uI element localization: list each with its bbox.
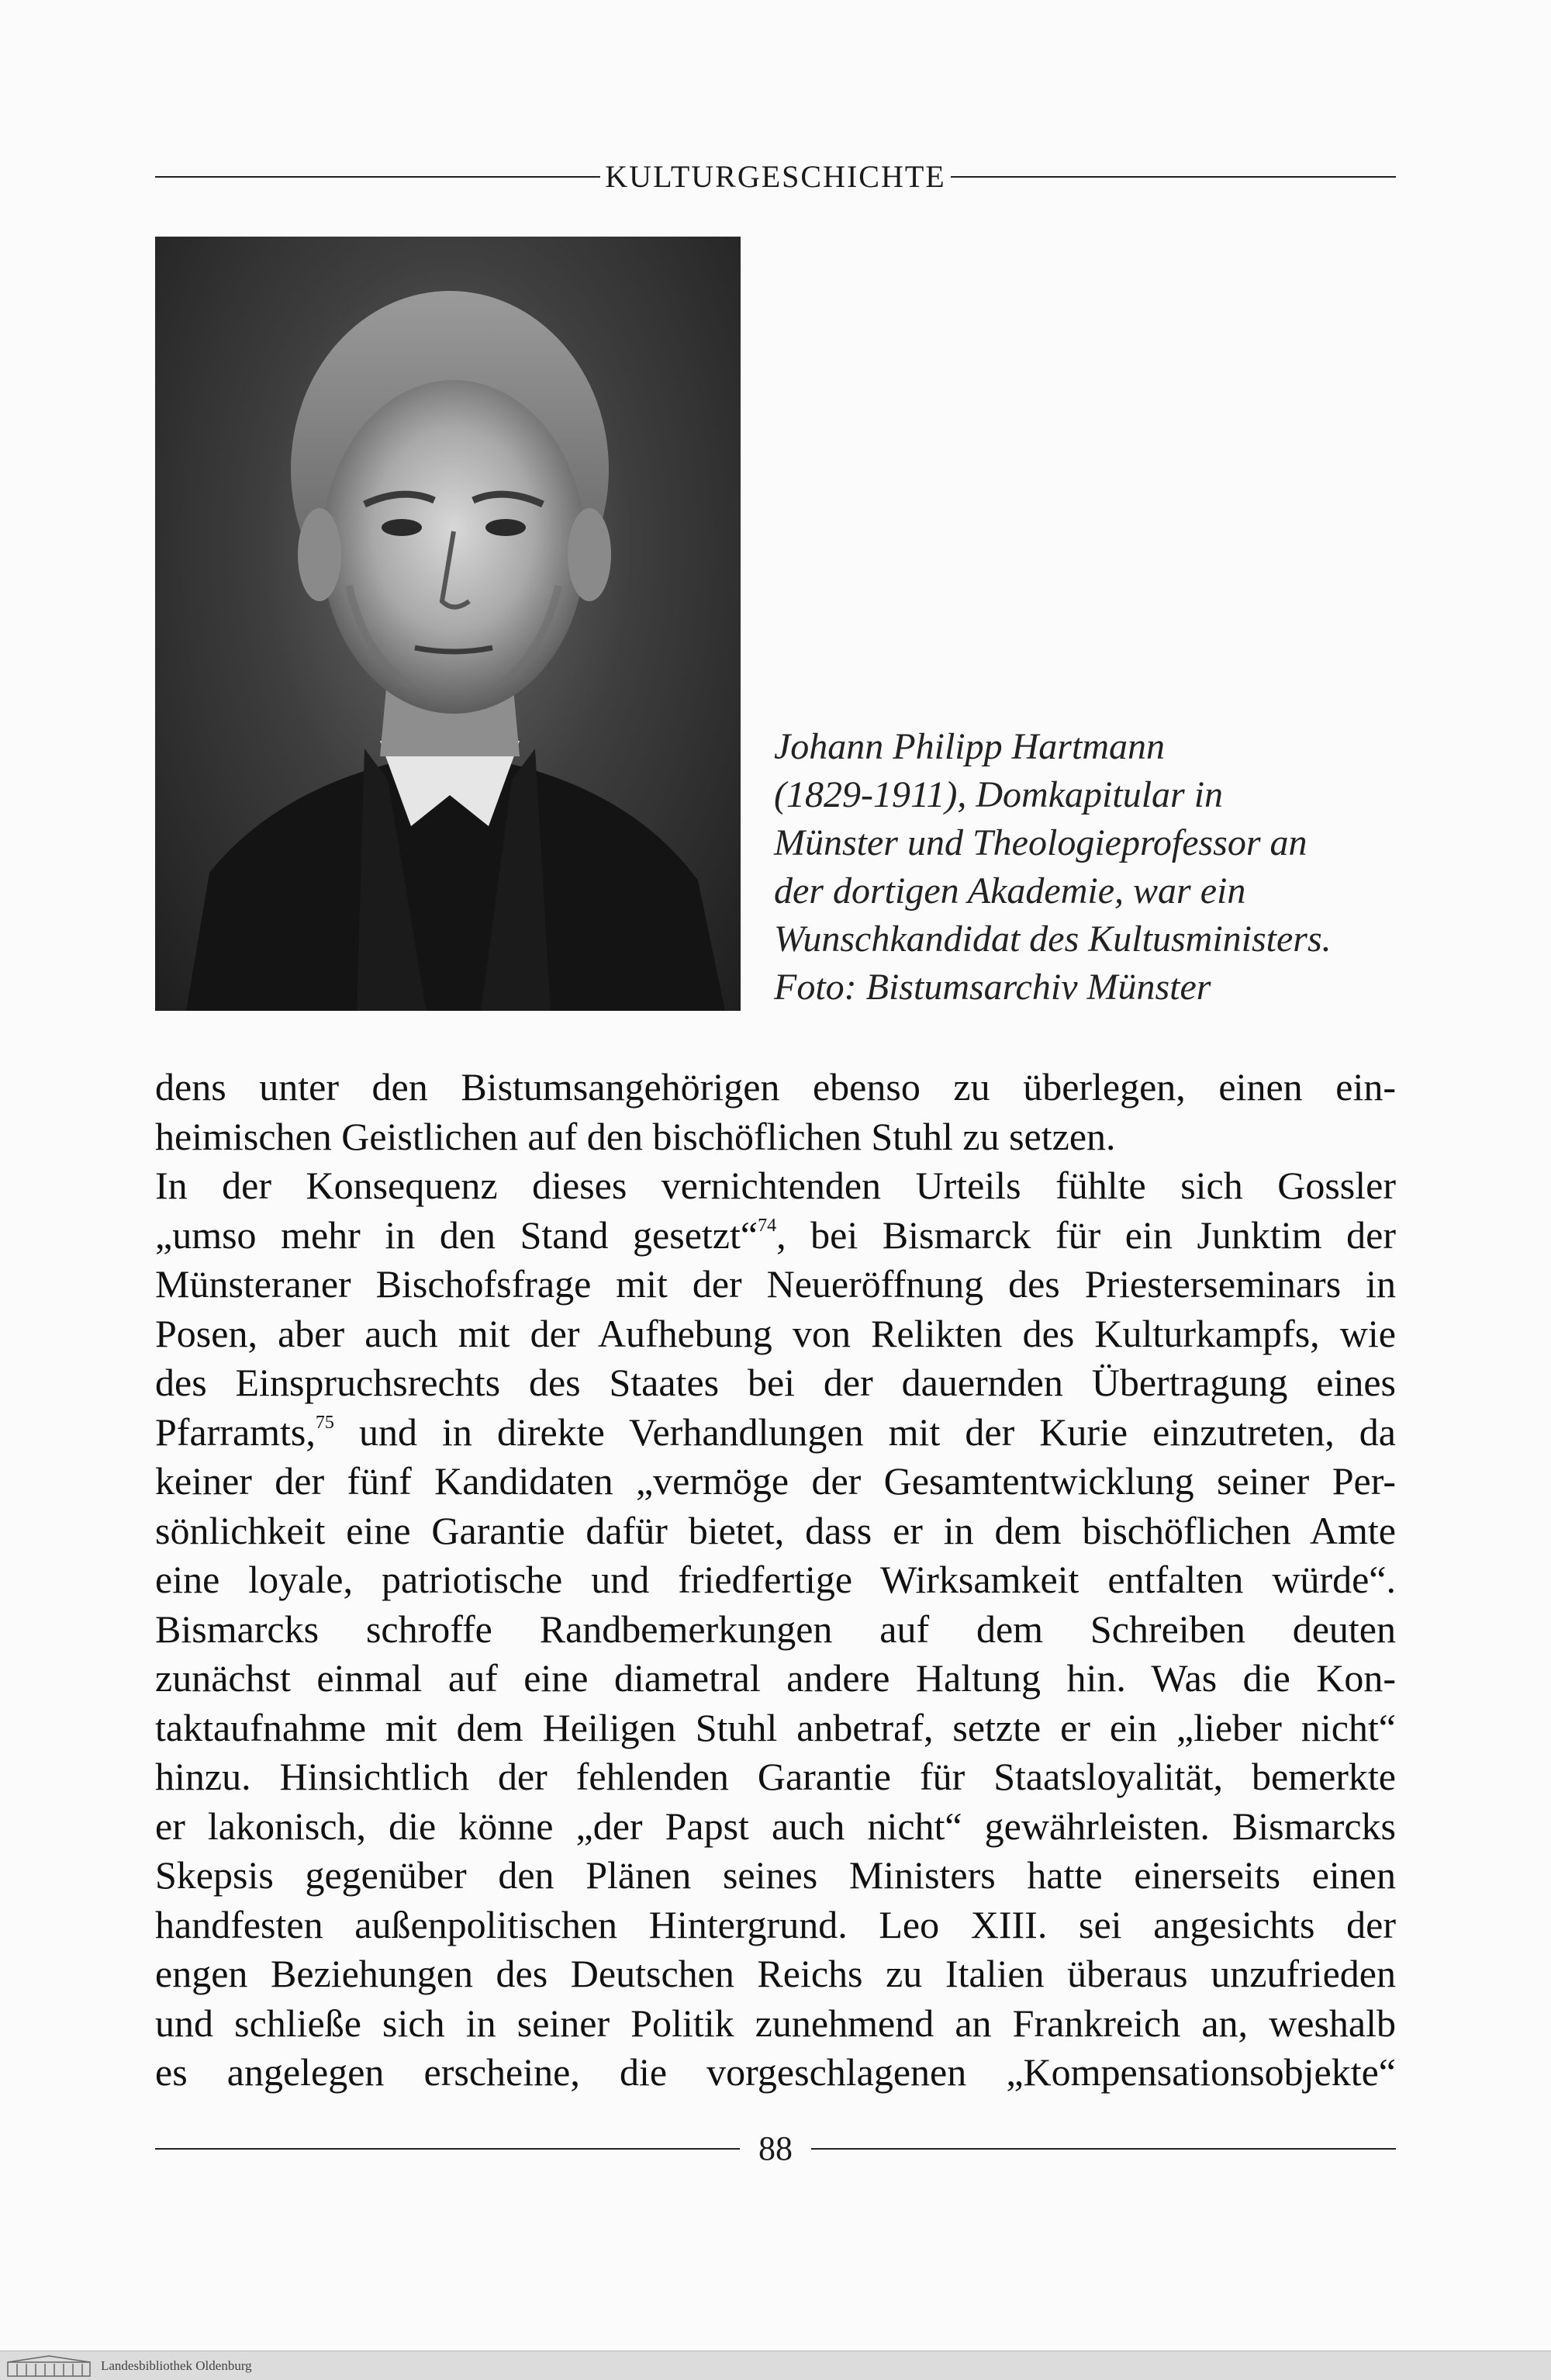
text-line: handfesten außenpolitischen Hintergrund. Leo XIII. sei angesichts der: [155, 1902, 1396, 1946]
text-line: und schließe sich in seiner Politik zunehmend an Frankreich an, weshalb: [155, 2001, 1396, 2045]
caption-line: Wunschkandidat des Kultusministers.: [774, 918, 1332, 960]
text-line: es angelegen erscheine, die vorgeschlagenen „Kompensationsobjekte“: [155, 2050, 1396, 2094]
running-header: [155, 161, 1396, 192]
photo-caption: [774, 723, 1363, 1012]
text-line: er lakonisch, die könne „der Papst auch nicht“ gewährleisten. Bismarcks: [155, 1804, 1396, 1848]
footer-rule-left: [155, 2148, 740, 2150]
footnote-ref-74[interactable]: 74: [758, 1215, 777, 1236]
text-segment: Pfarramts,: [155, 1410, 316, 1454]
caption-line: (1829-1911), Domkapitular in: [774, 774, 1224, 815]
footnote-ref-75[interactable]: 75: [315, 1412, 334, 1433]
library-bar: [0, 2351, 1551, 2380]
text-line: Skepsis gegenüber den Plänen seines Ministers hatte einerseits einen: [155, 1853, 1396, 1897]
text-line: heimischen Geistlichen auf den bischöflichen Stuhl zu setzen.: [155, 1114, 1116, 1158]
header-rule-left: [155, 176, 600, 178]
text-line: In der Konsequenz dieses vernichtenden Urteils fühlte sich Gossler: [155, 1164, 1396, 1207]
portrait-illustration: [155, 237, 741, 1011]
library-name: Landesbibliothek Oldenburg: [101, 2358, 252, 2373]
text-line: Münsteraner Bischofsfrage mit der Neueröffnung des Priesterseminars in: [155, 1262, 1396, 1306]
text-line: Bismarcks schroffe Randbemerkungen auf dem Schreiben deuten: [155, 1607, 1396, 1651]
text-line: taktaufnahme mit dem Heiligen Stuhl anbetraf, setzte er ein „lieber nicht“: [155, 1705, 1396, 1749]
library-building-icon: [6, 2354, 92, 2378]
text-line: keiner der fünf Kandidaten „vermöge der Gesamtentwicklung seiner Per-: [155, 1459, 1396, 1503]
text-line: Posen, aber auch mit der Aufhebung von Relikten des Kulturkampfs, wie: [155, 1311, 1396, 1355]
header-rule-right: [951, 176, 1396, 178]
header-title: KULTURGESCHICHTE: [605, 159, 946, 194]
footer-rule-right: [811, 2148, 1396, 2150]
text-segment: und in direkte Verhandlungen mit der Kurie einzutreten, da: [333, 1410, 1396, 1454]
caption-credit: Foto: Bistumsarchiv Münster: [774, 967, 1211, 1008]
page-footer: [155, 2129, 1396, 2167]
text-line: [155, 1408, 1396, 1458]
body-text: [155, 1063, 1396, 2098]
text-line: sönlichkeit eine Garantie dafür bietet, dass er in dem bischöflichen Amte: [155, 1508, 1396, 1552]
caption-line: Johann Philipp Hartmann: [774, 726, 1165, 767]
text-line: eine loyale, patriotische und friedfertige Wirksamkeit entfalten würde“.: [155, 1558, 1396, 1601]
page-number: 88: [758, 2129, 793, 2167]
text-segment: , bei Bismarck für ein Junktim der: [776, 1212, 1396, 1257]
text-line: dens unter den Bistumsangehörigen ebenso zu überlegen, einen ein-: [155, 1065, 1396, 1109]
text-line: des Einspruchsrechts des Staates bei der dauernden Übertragung eines: [155, 1361, 1396, 1404]
portrait-photo: [155, 237, 741, 1011]
text-line: zunächst einmal auf eine diametral andere Haltung hin. Was die Kon-: [155, 1656, 1396, 1700]
caption-line: der dortigen Akademie, war ein: [774, 870, 1246, 912]
text-line: hinzu. Hinsichtlich der fehlenden Garantie für Staatsloyalität, bemerkte: [155, 1755, 1396, 1798]
caption-line: Münster und Theologieprofessor an: [774, 822, 1307, 863]
text-segment: „umso mehr in den Stand gesetzt“: [155, 1212, 758, 1257]
text-line: engen Beziehungen des Deutschen Reichs zu Italien überaus unzufrieden: [155, 1952, 1396, 1995]
text-line: [155, 1211, 1396, 1261]
